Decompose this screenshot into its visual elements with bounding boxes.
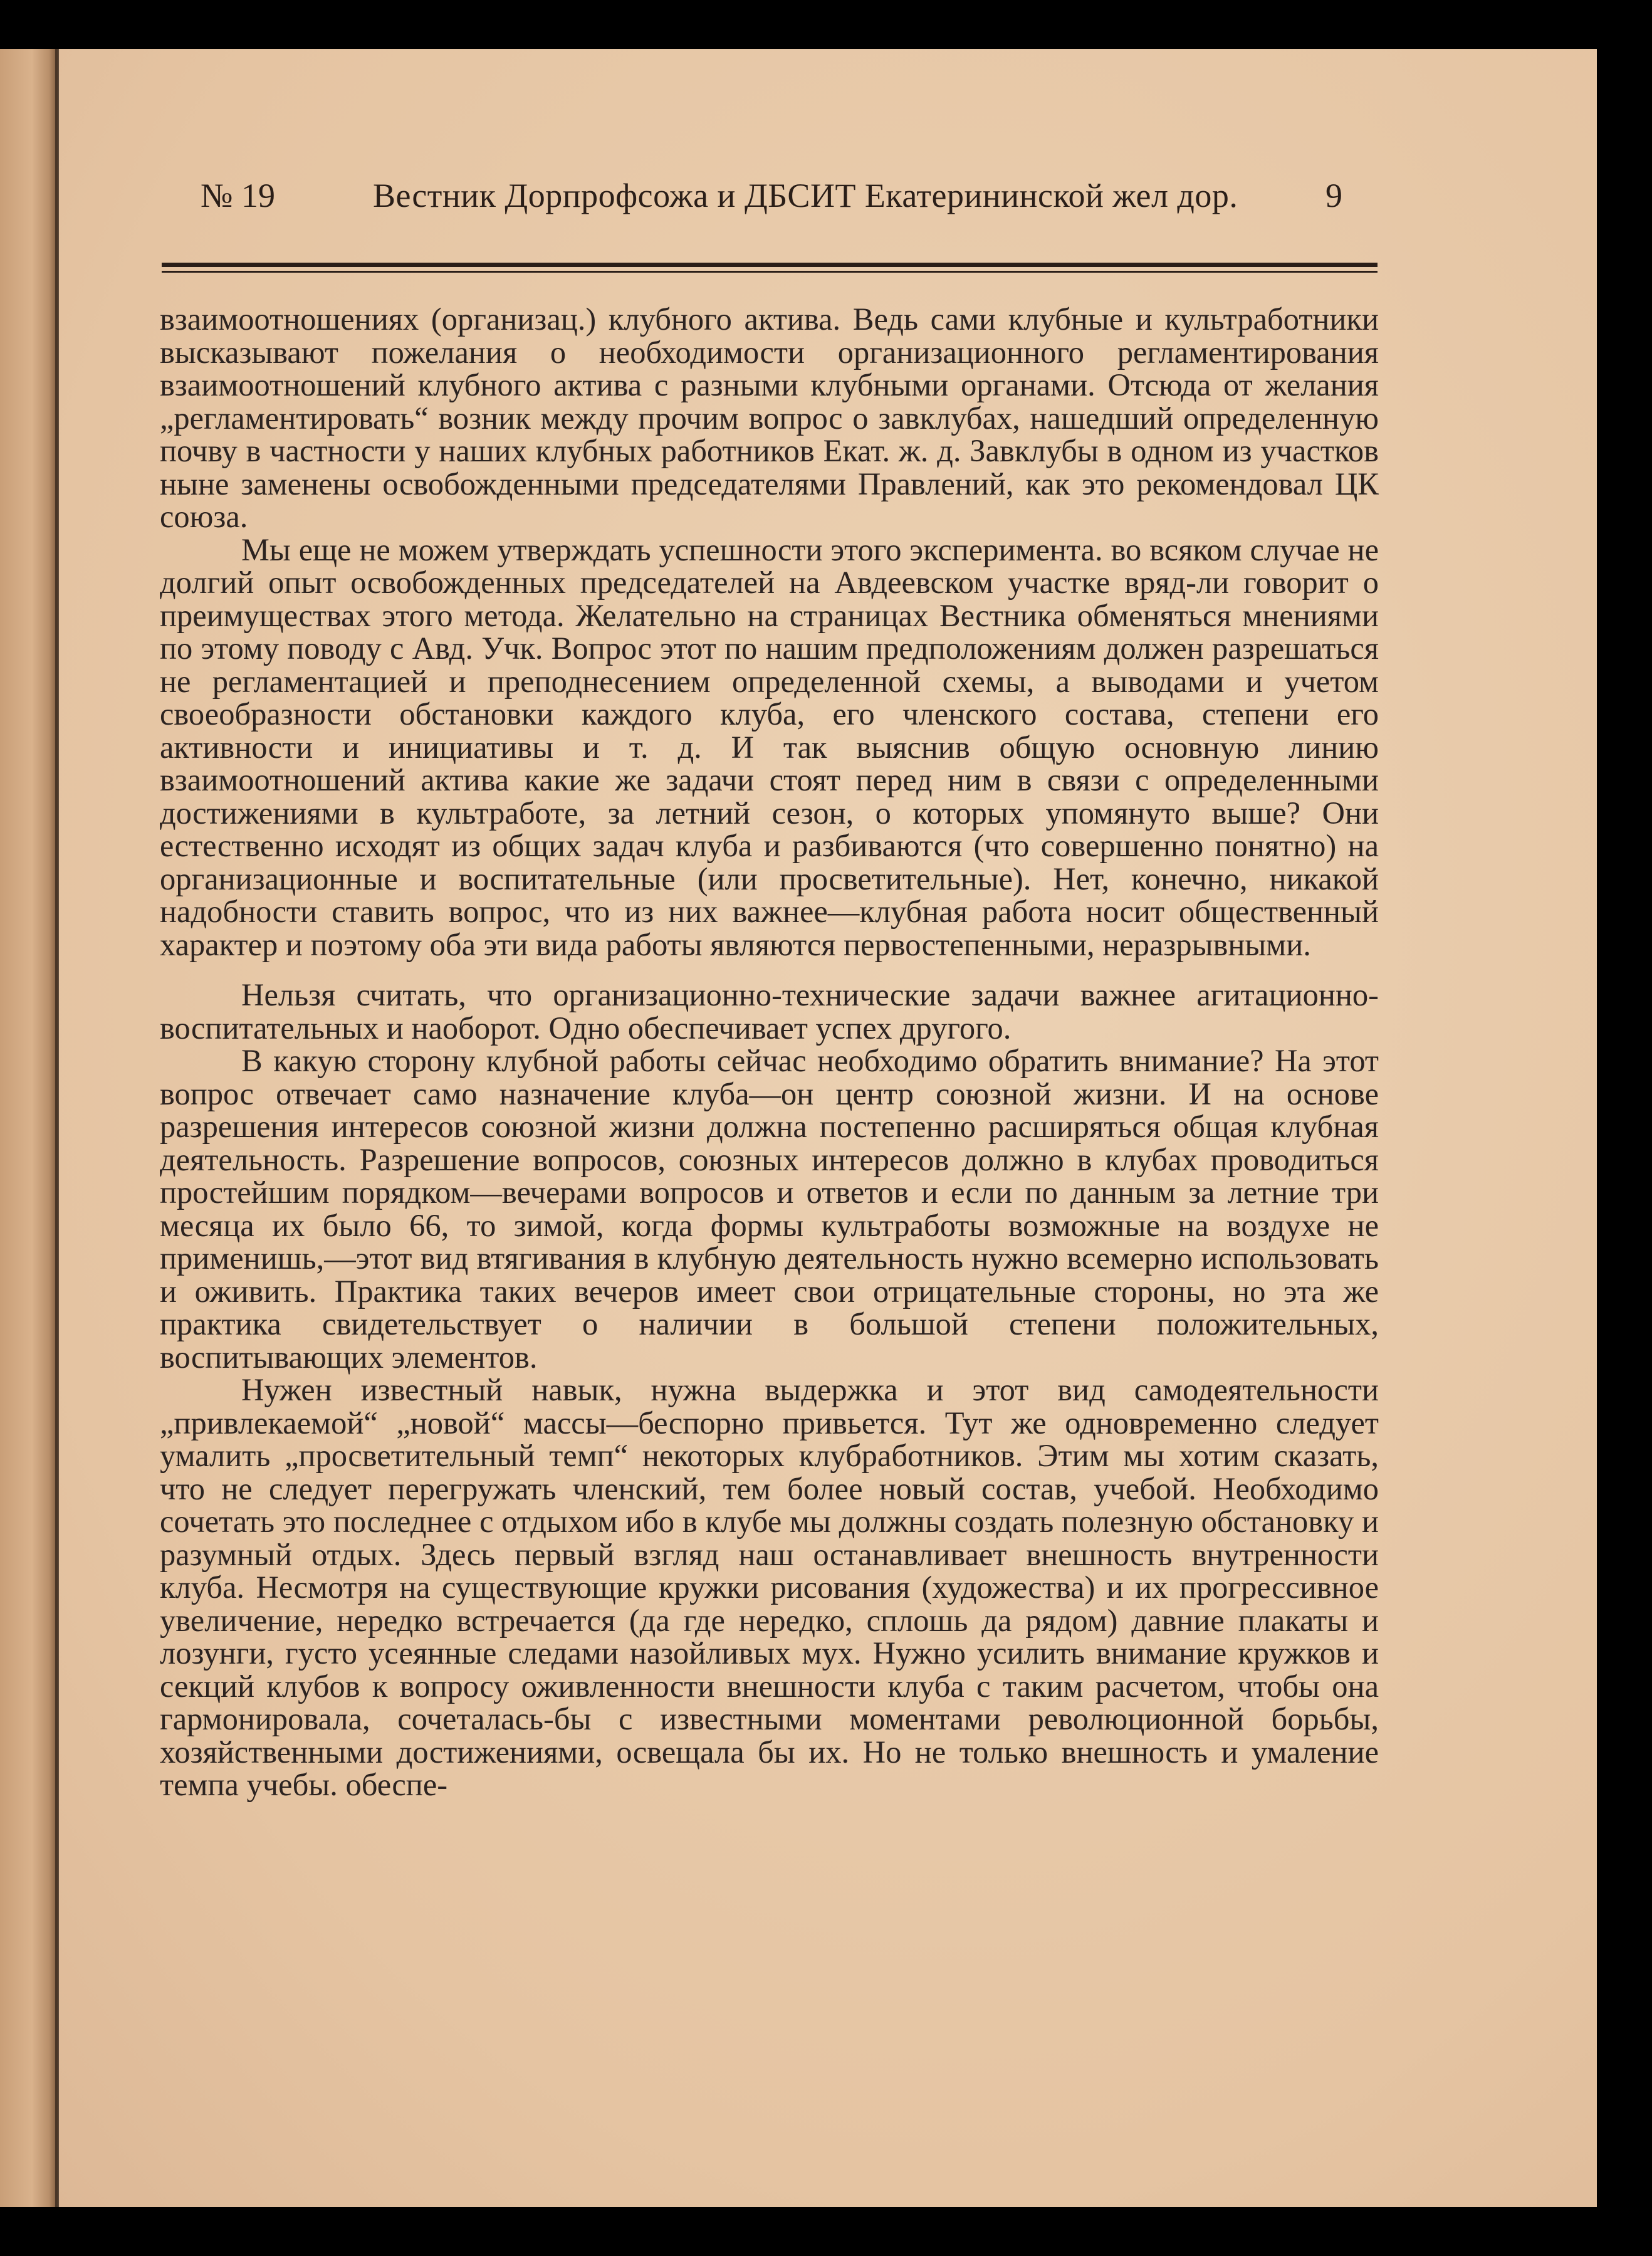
spine-edge bbox=[55, 49, 59, 2207]
paragraph: Нельзя считать, что организационно-технические задачи важнее агитационно-воспитательных и наоборот. Одно обеспечивает успех другого. bbox=[160, 977, 1379, 1046]
book-spine bbox=[0, 49, 58, 2207]
journal-title: Вестник Дорпрофсожа и ДБСИТ Екатерининской жел дор. bbox=[373, 177, 1238, 214]
book-page bbox=[0, 49, 1597, 2207]
running-header bbox=[160, 176, 1379, 226]
paragraph: Нужен известный навык, нужна выдержка и этот вид самодеятельности „привлекаемой“ „новой“ массы—беспорно привьется. Тут же одновременно следует умалить „просветительный темп“ некоторых клубработников. Этим мы хотим сказать, что не следует перегружать членский, тем более новый состав, учебой. Необходимо сочетать это последнее с отдыхом ибо в клубе мы должны создать полезную обстановку и разумный отдых. Здесь первый взгляд наш останавливает внешность внутренности клуба. Несмотря на существующие кружки рисования (художества) и их прогрессивное увеличение, нередко встречается (да где нередко, сплошь да рядом) давние плакаты и лозунги, густо усеянные следами назойливых мух. Нужно усилить внимание кружков и секций клубов к вопросу оживленности внешности клуба с таким расчетом, чтобы она гармонировала, сочеталась-бы с известными моментами революционной борьбы, хозяйственными достижениями, освещала бы их. Но не только внешность и умаление темпа учебы. обеспе- bbox=[160, 1372, 1379, 1802]
header-rule-thick bbox=[162, 263, 1378, 267]
page-number: 9 bbox=[1325, 177, 1342, 214]
paragraph: Мы еще не можем утверждать успешности этого эксперимента. во всяком случае не долгий опыт освобожденных председателей на Авдеевском участке вряд-ли говорит о преимуществах этого метода. Желательно на страницах Вестника обменяться мнениями по этому поводу с Авд. Учк. Вопрос этот по нашим предположениям должен разрешаться не регламентацией и преподнесением определенной схемы, а выводами и учетом своеобразности обстановки каждого клуба, его членского состава, степени его активности и инициативы и т. д. И так выяснив общую основную линию взаимоотношений актива какие же задачи стоят перед ним в связи с определенными достижениями в культработе, за летний сезон, о которых упомянуто выше? Они естественно исходят из общих задач клуба и разбиваются (что совершенно понятно) на организационные и воспитательные (или просветительные). Нет, конечно, никакой надобности ставить вопрос, что из них важнее—клубная работа носит общественный характер и поэтому оба эти вида работы являются первостепенными, неразрывными. bbox=[160, 532, 1379, 962]
paragraph: В какую сторону клубной работы сейчас необходимо обратить внимание? На этот вопрос отвечает само назначение клуба—он центр союзной жизни. И на основе разрешения интересов союзной жизни должна постепенно расширяться общая клубная деятельность. Разрешение вопросов, союзных интересов должно в клубах проводиться простейшим порядком—вечерами вопросов и ответов и если по данным за летние три месяца их было 66, то зимой, когда формы культработы возможные на воздухе не применишь,—этот вид втягивания в клубную деятельность нужно всемерно использовать и оживить. Практика таких вечеров имеет свои отрицательные стороны, но эта же практика свидетельствует о наличии в большой степени положительных, воспитывающих элементов. bbox=[160, 1043, 1379, 1375]
header-rule-thin bbox=[162, 271, 1378, 273]
article-body bbox=[160, 303, 1379, 1802]
issue-number: № 19 bbox=[201, 177, 276, 214]
paragraph: взаимоотношениях (организац.) клубного актива. Ведь сами клубные и культработники высказывают пожелания о необходимости организационного регламентирования взаимоотношений клубного актива с разными клубными органами. Отсюда от желания „регламентировать“ возник между прочим вопрос о завклубах, нашедший определенную почву в частности у наших клубных работников Екат. ж. д. Завклубы в одном из участков ныне заменены освобожденными председателями Правлений, как это рекомендовал ЦК союза. bbox=[160, 302, 1379, 534]
